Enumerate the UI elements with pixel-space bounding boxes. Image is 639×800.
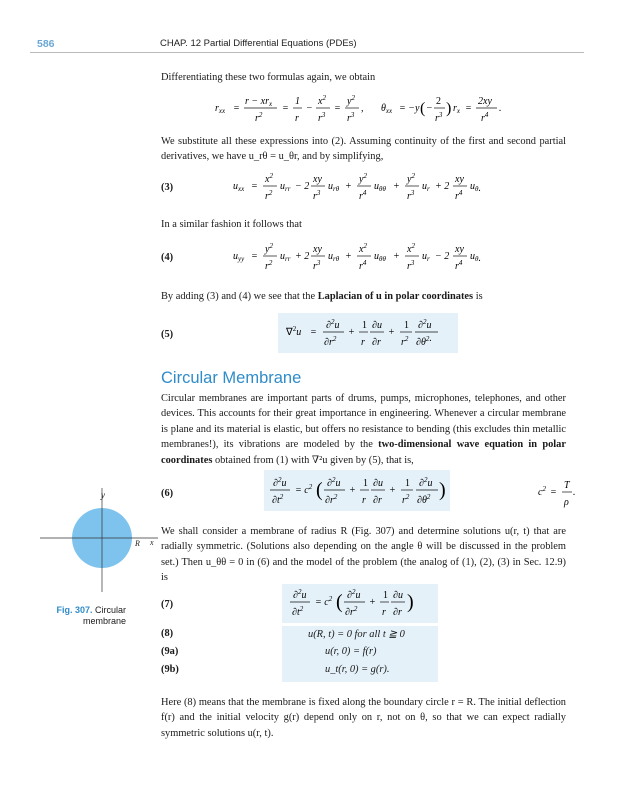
svg-text:r4: $r^4$ <box>359 189 367 202</box>
equation-c2 <box>538 476 578 513</box>
equation-5 <box>286 316 456 353</box>
equation-number-9b: (9b) <box>161 664 179 675</box>
equation-number-7: (7) <box>161 599 174 610</box>
svg-text:∂r: ∂r <box>393 607 402 618</box>
svg-text:∇2u: ∇$^2$u <box>286 325 302 338</box>
svg-text:urθ: $u_{r\theta}$ <box>328 181 340 193</box>
svg-text:uθθ: $u_{\theta\theta}$ <box>374 181 386 193</box>
svg-text:+: + <box>345 251 352 262</box>
svg-text:T: T <box>564 480 570 491</box>
paragraph-1: Differentiating these two formulas again, we obtain <box>161 72 376 83</box>
svg-text:y2: $y^2$ <box>407 172 415 185</box>
svg-text:∂u: ∂u <box>393 590 403 601</box>
svg-text:=: = <box>310 327 317 338</box>
svg-text:uyy: $u_{yy}$ <box>233 251 245 263</box>
svg-text:x2: $x^2$ <box>407 242 415 255</box>
svg-text:r3: $r^3$ <box>318 111 326 124</box>
svg-text:∂u: ∂u <box>372 320 382 331</box>
svg-text:+: + <box>369 597 376 608</box>
svg-text:urr: $u_{rr}$ <box>280 181 291 193</box>
svg-text:= c2: = $c^2$ <box>295 483 313 496</box>
equation-number-9a: (9a) <box>161 646 179 657</box>
svg-text:− 2: − 2 <box>295 181 310 192</box>
svg-text:∂2u: ∂$^2$u <box>327 476 341 489</box>
svg-text:uxx: $u_{xx}$ <box>233 181 245 193</box>
svg-text:2: 2 <box>436 96 441 107</box>
svg-text:c2: $c^2$ <box>538 485 546 498</box>
svg-text:y2: $y^2$ <box>265 242 273 255</box>
svg-text:y2: $y^2$ <box>359 172 367 185</box>
svg-text:xy: xy <box>313 244 322 255</box>
chapter-title: CHAP. 12 Partial Differential Equations (PDEs) <box>160 38 357 49</box>
svg-text:∂2u: ∂$^2$u <box>419 476 433 489</box>
svg-text:1: 1 <box>363 478 368 489</box>
svg-text:−: − <box>306 103 313 114</box>
equation-number-5: (5) <box>161 329 174 340</box>
axis-x-label: x <box>150 538 154 547</box>
equation-9a: u(r, 0) = f(r) <box>325 646 377 657</box>
page-header <box>0 38 639 52</box>
svg-text:uθ.: $u_\theta$. <box>470 181 481 194</box>
paragraph-5-a: Circular membranes are important parts of drums, pumps, microphones, telephones, and other devices. This accounts for their great importance in engineering. Whenever a circular membrane is plane and its material is elastic, but offers no resistance to bending (this excludes thin metallic membranes!), its vibrations are modeled by the <box>161 393 566 451</box>
svg-text:urr: $u_{rr}$ <box>280 251 291 263</box>
laplacian-term: Laplacian of u in polar coordinates <box>317 291 474 302</box>
equation-8: u(R, t) = 0 for all t ≧ 0 <box>308 629 405 640</box>
svg-text:1: 1 <box>362 320 367 331</box>
svg-text:=: = <box>251 181 258 192</box>
svg-text:−: − <box>426 103 433 114</box>
equation-7 <box>290 586 440 623</box>
wave-equation-term: two-dimensional wave equation in polar coordinates <box>161 439 566 466</box>
svg-text:=: = <box>282 103 289 114</box>
svg-text:r3: $r^3$ <box>407 259 415 272</box>
svg-text:=: = <box>465 103 472 114</box>
equation-number-6: (6) <box>161 488 174 499</box>
figure-caption-text: Circular membrane <box>82 605 126 626</box>
equation-9b: u_t(r, 0) = g(r). <box>325 664 390 675</box>
svg-text:1: 1 <box>295 96 300 107</box>
equation-3 <box>233 170 553 207</box>
page-number: 586 <box>37 38 55 50</box>
svg-text:r4: $r^4$ <box>455 189 463 202</box>
svg-text:r2: $r^2$ <box>265 259 273 272</box>
svg-text:r3: $r^3$ <box>435 111 443 124</box>
svg-text:∂r: ∂r <box>373 495 382 506</box>
svg-text:2xy: 2xy <box>478 96 492 107</box>
paragraph-4-c: is <box>473 291 483 302</box>
paragraph-3: In a similar fashion it follows that <box>161 219 302 230</box>
paragraph-2: We substitute all these expressions into (2). Assuming continuity of the first and second partial derivatives, we have u_rθ = u_θr, and by simplifying, <box>161 136 566 163</box>
paragraph-5-c: obtained from (1) with ∇²u given by (5), that is, <box>212 454 414 466</box>
svg-text:+: + <box>388 327 395 338</box>
svg-text:ρ: ρ <box>564 497 569 508</box>
svg-text:+ 2: + 2 <box>295 251 310 262</box>
svg-text:∂u: ∂u <box>373 478 383 489</box>
svg-text:=: = <box>233 103 240 114</box>
svg-text:r3: $r^3$ <box>407 189 415 202</box>
svg-text:(: ( <box>336 591 343 613</box>
svg-text:xy: xy <box>455 174 464 185</box>
equation-4 <box>233 240 553 277</box>
svg-text:r2: $r^2$ <box>401 335 409 348</box>
svg-text:r2: $r^2$ <box>265 189 273 202</box>
paragraph-7: Here (8) means that the membrane is fixed along the boundary circle r = R. The initial deflection f(r) and the initial velocity g(r) depend only on r, not on θ, so that we can expect radially symmetric solutions u(r, t). <box>161 697 566 739</box>
svg-text:+: + <box>348 327 355 338</box>
svg-text:): ) <box>407 591 414 613</box>
svg-text:r4: $r^4$ <box>481 111 489 124</box>
equation-6 <box>270 474 450 511</box>
paragraph-5 <box>161 391 566 468</box>
figure-label: Fig. 307. <box>56 605 93 615</box>
figure-307 <box>38 482 166 594</box>
svg-text:+: + <box>393 181 400 192</box>
equation-number-3: (3) <box>161 182 174 193</box>
svg-text:∂r2: $\partial r^2$ <box>324 335 337 348</box>
svg-text:+: + <box>389 485 396 496</box>
svg-text:r4: $r^4$ <box>359 259 367 272</box>
svg-text:r − xrx: $r - xr_x$ <box>245 96 273 108</box>
svg-text:1: 1 <box>383 590 388 601</box>
svg-text:= c2: = $c^2$ <box>315 595 333 608</box>
radius-label: R <box>135 539 140 548</box>
svg-text:r: r <box>295 113 299 124</box>
paragraph-6: We shall consider a membrane of radius R (Fig. 307) and determine solutions u(r, t) that are radially symmetric. (Solutions also depending on the angle θ will be discussed in the problem set.) Then u_θθ = 0 in (6) and the model of the problem (the analog of (1), (2), (3) in Sec. 12.9) is <box>161 526 566 584</box>
svg-text:∂t2: $\partial t^2$ <box>292 605 304 618</box>
svg-text:rxx: $r_{xx}$ <box>215 103 226 115</box>
svg-text:∂r2: $\partial r^2$ <box>325 493 338 506</box>
svg-text:∂2u: ∂$^2$u <box>293 588 307 601</box>
svg-text:1: 1 <box>405 478 410 489</box>
svg-text:∂2u: ∂$^2$u <box>326 318 340 331</box>
svg-text:uθθ: $u_{\theta\theta}$ <box>374 251 386 263</box>
svg-text:=: = <box>550 487 557 498</box>
svg-text:r: r <box>382 607 386 618</box>
equation-rxx <box>215 92 515 129</box>
svg-text:r3: $r^3$ <box>313 189 321 202</box>
svg-text:r: r <box>361 337 365 348</box>
svg-text:θxx: $\theta_{xx}$ <box>381 103 393 115</box>
svg-text:− 2: − 2 <box>435 251 450 262</box>
svg-text:x2: $x^2$ <box>318 94 326 107</box>
svg-text:rx: $r_x$ <box>453 103 461 115</box>
svg-text:∂r: ∂r <box>372 337 381 348</box>
svg-text:): ) <box>439 479 446 501</box>
svg-text:xy: xy <box>455 244 464 255</box>
svg-text:.: . <box>499 103 502 114</box>
svg-text:r3: $r^3$ <box>347 111 355 124</box>
paragraph-4 <box>161 289 566 304</box>
svg-text:uθ.: $u_\theta$. <box>470 251 481 264</box>
svg-text:∂θ2: $\partial\theta^2$ <box>417 493 431 506</box>
svg-text:ur: $u_r$ <box>422 181 430 193</box>
svg-text:= −y: = −y <box>399 103 420 114</box>
svg-text:r4: $r^4$ <box>455 259 463 272</box>
svg-text:=: = <box>334 103 341 114</box>
equation-number-4: (4) <box>161 252 174 263</box>
svg-text:+ 2: + 2 <box>435 181 450 192</box>
svg-text:+: + <box>393 251 400 262</box>
svg-text:r: r <box>362 495 366 506</box>
svg-text:urθ: $u_{r\theta}$ <box>328 251 340 263</box>
svg-text:(: ( <box>316 479 323 501</box>
svg-text:x2: $x^2$ <box>265 172 273 185</box>
svg-text:xy: xy <box>313 174 322 185</box>
svg-text:+: + <box>345 181 352 192</box>
paragraph-4-a: By adding (3) and (4) we see that the <box>161 291 318 302</box>
svg-text:x2: $x^2$ <box>359 242 367 255</box>
svg-text:∂2u: ∂$^2$u <box>273 476 287 489</box>
svg-text:): ) <box>446 100 452 117</box>
svg-text:(: ( <box>420 100 426 117</box>
svg-text:r3: $r^3$ <box>313 259 321 272</box>
svg-text:ur: $u_r$ <box>422 251 430 263</box>
svg-text:∂r2: $\partial r^2$ <box>345 605 358 618</box>
axis-y-label: y <box>101 490 105 500</box>
svg-text:r2: $r^2$ <box>402 493 410 506</box>
svg-text:∂2u: ∂$^2$u <box>418 318 432 331</box>
svg-text:1: 1 <box>404 320 409 331</box>
equation-number-8: (8) <box>161 628 174 639</box>
svg-text:r2: $r^2$ <box>255 111 263 124</box>
svg-text:∂t2: $\partial t^2$ <box>272 493 284 506</box>
figure-caption <box>40 605 126 627</box>
svg-text:,: , <box>361 103 364 114</box>
header-rule <box>30 52 584 53</box>
svg-text:y2: $y^2$ <box>347 94 355 107</box>
svg-text:∂2u: ∂$^2$u <box>347 588 361 601</box>
section-title: Circular Membrane <box>161 369 302 387</box>
svg-text:∂θ2.: $\partial\theta^2$. <box>416 333 432 348</box>
svg-text:.: . <box>573 487 576 498</box>
svg-text:=: = <box>251 251 258 262</box>
svg-text:+: + <box>349 485 356 496</box>
